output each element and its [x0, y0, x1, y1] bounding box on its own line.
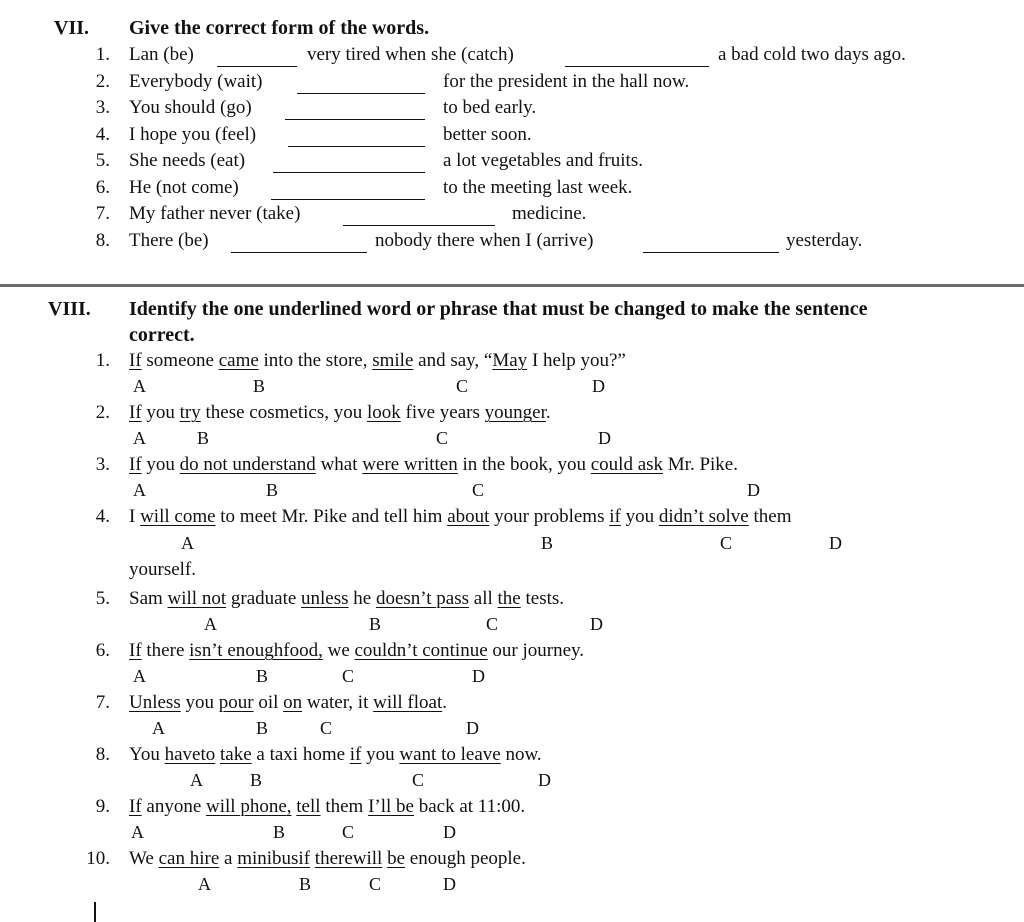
item-number: 2. [95, 71, 110, 92]
option-d-phrase[interactable]: couldn’t continue [354, 640, 488, 661]
option-d-phrase[interactable]: I’ll be [368, 796, 414, 817]
option-c-phrase[interactable]: were written [362, 454, 458, 475]
option-label-a: A [152, 718, 165, 738]
item-text: My father never (take) [129, 203, 301, 224]
section-viii-title: Identify the one underlined word or phrase that must be changed to make the sentence [129, 298, 868, 320]
option-label-d: D [466, 718, 479, 738]
option-a-phrase[interactable]: If [129, 402, 142, 423]
option-label-c: C [342, 666, 355, 686]
option-label-a: A [131, 822, 144, 842]
item-text: yesterday. [786, 230, 863, 251]
option-b-phrase[interactable]: about [447, 506, 490, 527]
option-label-c: C [369, 874, 382, 894]
option-label-a: A [198, 874, 211, 894]
item-number: 5. [95, 150, 110, 171]
option-label-b: B [369, 614, 382, 634]
question-sentence: Unless you pour oil on water, it will float. [129, 692, 448, 713]
item-text: You should (go) [129, 97, 252, 118]
option-label-a: A [133, 376, 146, 396]
option-label-b: B [256, 718, 269, 738]
option-a-phrase[interactable]: If [129, 796, 142, 817]
option-c-phrase[interactable]: smile [372, 350, 414, 371]
question-sentence: If someone came into the store, smile and say, “May I help you?” [129, 350, 626, 371]
option-label-c: C [342, 822, 355, 842]
option-a-phrase[interactable]: Unless [129, 692, 181, 713]
section-viii [0, 290, 1024, 922]
answer-blank[interactable] [343, 225, 495, 226]
item-text: Lan (be) [129, 44, 194, 65]
item-text: There (be) [129, 230, 209, 251]
item-text: a lot vegetables and fruits. [443, 150, 643, 171]
option-b-phrase[interactable]: isn’t enoughfood [189, 640, 319, 661]
option-d-phrase[interactable]: could ask [590, 454, 664, 475]
option-d-phrase[interactable]: younger [484, 402, 546, 423]
option-label-b: B [273, 822, 286, 842]
question-number: 3. [95, 454, 110, 475]
answer-blank[interactable] [288, 146, 425, 147]
option-label-c: C [486, 614, 499, 634]
answer-blank[interactable] [217, 66, 297, 67]
option-label-d: D [592, 376, 605, 396]
option-c-phrase[interactable]: therewill [314, 848, 383, 869]
item-number: 4. [95, 124, 110, 145]
question-number: 9. [95, 796, 110, 817]
option-label-a: A [190, 770, 203, 790]
option-label-d: D [443, 822, 456, 842]
option-c-phrase[interactable]: look [366, 402, 401, 423]
item-number: 6. [95, 177, 110, 198]
option-a-phrase[interactable]: haveto [164, 744, 216, 765]
option-label-d: D [590, 614, 603, 634]
text-cursor [94, 902, 96, 922]
option-a-phrase[interactable]: If [129, 454, 142, 475]
option-b-phrase[interactable]: will phone [206, 796, 287, 817]
option-label-c: C [472, 480, 485, 500]
question-number: 1. [95, 350, 110, 371]
option-d-phrase[interactable]: didn’t solve [658, 506, 749, 527]
item-text: medicine. [512, 203, 587, 224]
option-b-phrase[interactable]: pour [218, 692, 254, 713]
option-a-phrase[interactable]: If [129, 640, 142, 661]
option-label-b: B [541, 533, 554, 553]
option-c-phrase[interactable]: , [318, 640, 323, 661]
question-sentence-cont: yourself. [129, 559, 197, 580]
section-viii-title-cont: correct. [129, 324, 195, 346]
item-number: 8. [95, 230, 110, 251]
section-vii-number: VII. [54, 17, 90, 39]
option-d-phrase[interactable]: be [387, 848, 406, 869]
option-label-b: B [299, 874, 312, 894]
item-text: Everybody (wait) [129, 71, 263, 92]
option-label-a: A [204, 614, 217, 634]
question-number: 6. [95, 640, 110, 661]
option-label-b: B [266, 480, 279, 500]
option-label-b: B [253, 376, 266, 396]
question-sentence: If anyone will phone, tell them I’ll be back at 11:00. [129, 796, 526, 817]
option-label-a: A [133, 666, 146, 686]
section-vii [0, 0, 1024, 280]
answer-blank[interactable] [565, 66, 709, 67]
section-viii-number: VIII. [48, 298, 91, 320]
item-number: 7. [95, 203, 110, 224]
item-text: She needs (eat) [129, 150, 246, 171]
option-label-d: D [538, 770, 551, 790]
option-label-a: A [133, 428, 146, 448]
question-number: 2. [95, 402, 110, 423]
option-b-phrase[interactable]: came [218, 350, 259, 371]
option-label-b: B [250, 770, 263, 790]
option-label-c: C [456, 376, 469, 396]
question-sentence: If you do not understand what were written in the book, you could ask Mr. Pike. [129, 454, 738, 475]
question-sentence: If there isn’t enoughfood, we couldn’t continue our journey. [129, 640, 585, 661]
item-text: He (not come) [129, 177, 239, 198]
question-number: 8. [95, 744, 110, 765]
item-text: very tired when she (catch) [307, 44, 514, 65]
item-number: 3. [95, 97, 110, 118]
option-b-phrase[interactable]: try [179, 402, 201, 423]
option-label-d: D [472, 666, 485, 686]
question-number: 5. [95, 588, 110, 609]
option-c-phrase[interactable]: on [283, 692, 303, 713]
question-sentence: You haveto take a taxi home if you want to leave now. [129, 744, 542, 765]
section-vii-title: Give the correct form of the words. [129, 17, 430, 39]
option-label-d: D [747, 480, 760, 500]
question-number: 7. [95, 692, 110, 713]
option-label-b: B [256, 666, 269, 686]
item-text: I hope you (feel) [129, 124, 257, 145]
option-d-phrase[interactable]: the [497, 588, 521, 609]
option-d-phrase[interactable]: will float [373, 692, 443, 713]
item-text: a bad cold two days ago. [718, 44, 906, 65]
option-b-phrase[interactable]: unless [301, 588, 349, 609]
section-divider [0, 284, 1024, 287]
option-b-phrase[interactable]: minibusif [237, 848, 311, 869]
answer-blank[interactable] [297, 93, 425, 94]
item-text: for the president in the hall now. [443, 71, 690, 92]
option-label-a: A [181, 533, 194, 553]
option-label-d: D [443, 874, 456, 894]
question-sentence: If you try these cosmetics, you look five years younger. [129, 402, 551, 423]
option-label-a: A [133, 480, 146, 500]
option-d-phrase[interactable]: May [492, 350, 528, 371]
question-sentence: We can hire a minibusif therewill be enough people. [129, 848, 526, 869]
option-d-phrase[interactable]: want to leave [399, 744, 501, 765]
item-text: better soon. [443, 124, 532, 145]
question-number: 4. [95, 506, 110, 527]
option-label-d: D [829, 533, 842, 553]
answer-blank[interactable] [643, 252, 779, 253]
answer-blank[interactable] [271, 199, 425, 200]
item-text: to the meeting last week. [443, 177, 633, 198]
answer-blank[interactable] [285, 119, 425, 120]
question-sentence: Sam will not graduate unless he doesn’t pass all the tests. [129, 588, 565, 609]
option-label-b: B [197, 428, 210, 448]
option-label-d: D [598, 428, 611, 448]
option-c-phrase[interactable]: doesn’t pass [375, 588, 470, 609]
option-label-c: C [436, 428, 449, 448]
option-b-phrase[interactable]: do not understand [179, 454, 316, 475]
answer-blank[interactable] [273, 172, 425, 173]
question-number: 10. [86, 848, 110, 869]
option-a-phrase[interactable]: can hire [158, 848, 220, 869]
option-c-phrase[interactable]: if [349, 744, 362, 765]
option-c-phrase[interactable]: if [609, 506, 621, 527]
answer-blank[interactable] [231, 252, 367, 253]
option-a-phrase[interactable]: will not [167, 588, 227, 609]
question-sentence: I will come to meet Mr. Pike and tell him about your problems if you didn’t solve them [129, 506, 792, 527]
item-text: to bed early. [443, 97, 537, 118]
option-label-c: C [320, 718, 333, 738]
option-c-phrase[interactable]: tell [296, 796, 321, 817]
option-a-phrase[interactable]: will come [140, 506, 216, 527]
item-text: nobody there when I (arrive) [375, 230, 594, 251]
option-a-phrase[interactable]: If [129, 350, 142, 371]
item-number: 1. [95, 44, 110, 65]
option-label-c: C [720, 533, 733, 553]
option-label-c: C [412, 770, 425, 790]
option-b-phrase[interactable]: take [219, 744, 252, 765]
